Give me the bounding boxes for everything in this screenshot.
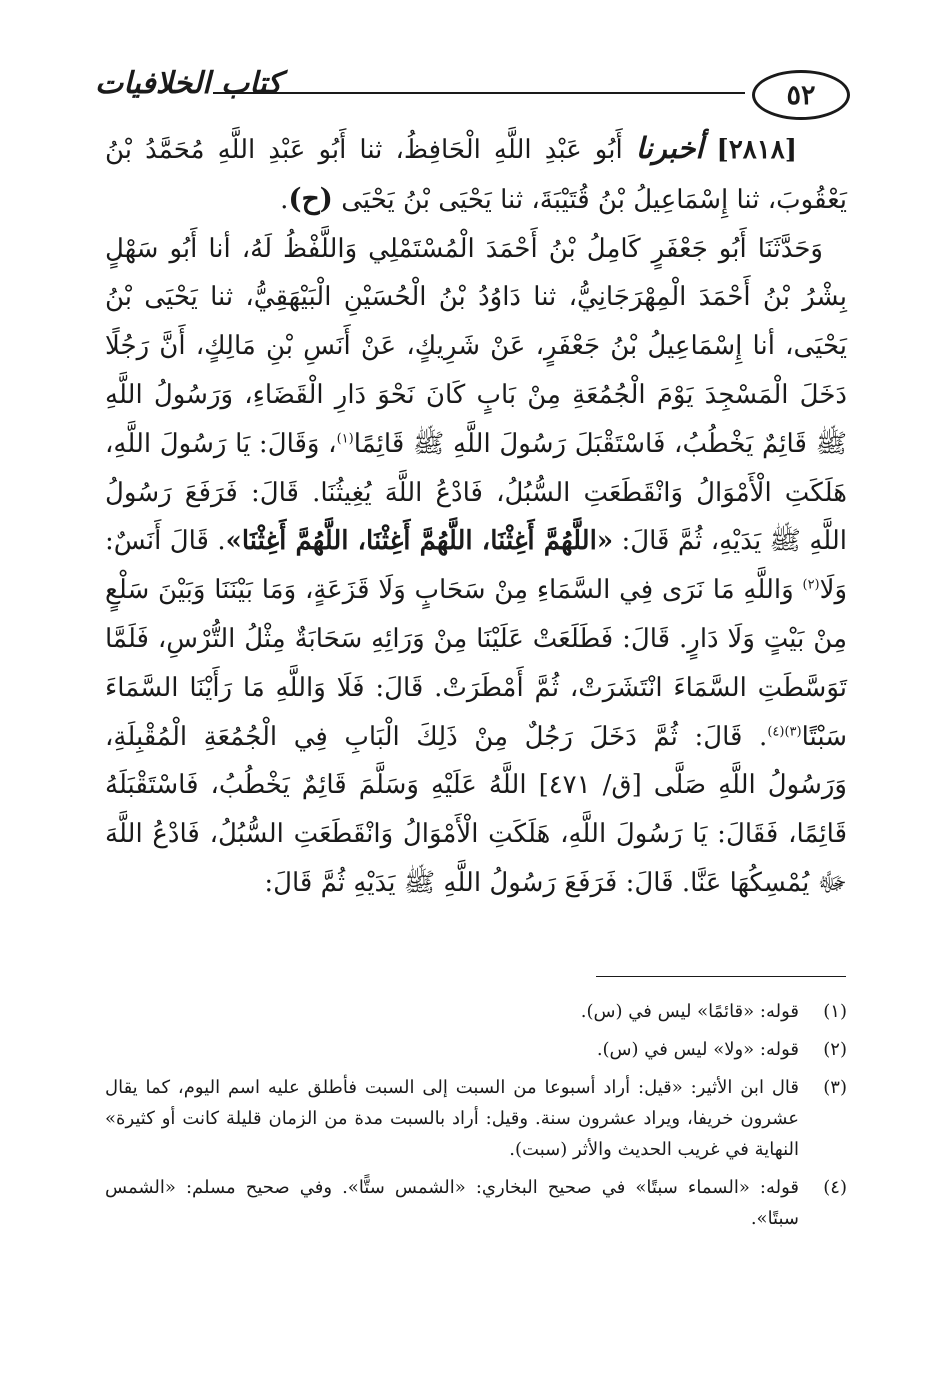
hadith-text	[105, 124, 847, 908]
footnote-item	[105, 1172, 847, 1234]
footnote-ref-2: (٢)	[802, 577, 820, 593]
page-number-badge: ٥٢	[752, 70, 850, 120]
hadith-number: [٢٨١٨]	[716, 135, 798, 165]
isnad-end: .	[280, 184, 289, 215]
footnote-text: قال ابن الأثير: «قيل: أراد أسبوعا من السبت إلى السبت فأطلق عليه اسم اليوم، كما يقال عشرون خريفا، ويراد عشرون سنة. وقيل: أراد بالسبت مدة من الزمان قليلة كانت أو كثيرة» النهاية في غريب الحديث والأثر (سبت).	[105, 1077, 799, 1160]
dua-text: «اللَّهُمَّ أَغِثْنَا، اللَّهُمَّ أَغِثْنَا، اللَّهُمَّ أَغِثْنَا»	[225, 526, 614, 557]
hadith-isnad-paragraph	[105, 124, 847, 225]
footnote-number: (٣)	[823, 1077, 847, 1098]
isnad-text: أَبُو عَبْدِ اللَّهِ الْحَافِظُ، ثنا أَبُو عَبْدِ اللَّهِ مُحَمَّدُ بْنُ يَعْقُوبَ، ثنا إِسْمَاعِيلُ بْنُ قُتَيْبَةَ، ثنا يَحْيَى بْنُ يَحْيَى	[105, 135, 847, 215]
hadith-body-paragraph	[105, 225, 847, 908]
footnotes	[105, 996, 847, 1241]
header-rule	[213, 92, 745, 94]
body-text-d: وَاللَّهِ مَا نَرَى فِي السَّمَاءِ مِنْ سَحَابٍ وَلَا قَزَعَةٍ، وَمَا بَيْنَنَا وَبَيْنَ سَلْعٍ مِنْ بَيْتٍ وَلَا دَارٍ. قَالَ: فَطَلَعَتْ عَلَيْنَا مِنْ وَرَائِهِ سَحَابَةٌ مِثْلُ التُّرْسِ، فَلَمَّا تَوَسَّطَتِ السَّمَاءَ انْتَشَرَتْ، ثُمَّ أَمْطَرَتْ. قَالَ: فَلَا وَاللَّهِ مَا رَأَيْنَا السَّمَاءَ سَبْتًا	[105, 575, 847, 752]
footnote-item	[105, 996, 847, 1027]
tahwil-marker: (ح)	[288, 181, 333, 215]
book-title: كتاب الخلافيات	[95, 66, 282, 101]
footnote-ref-3-4: (٣)(٤)	[767, 723, 802, 739]
page-header	[95, 66, 850, 120]
footnote-item	[105, 1072, 847, 1165]
footnote-text: قوله: «قائمًا» ليس في (س).	[580, 1001, 799, 1022]
body-text-c: . قَالَ أَنَسٌ: وَلَا	[105, 526, 848, 606]
footnote-ref-1: (١)	[336, 431, 354, 447]
akhbarana-word: أخبرنا	[635, 131, 704, 165]
body-text-b: ، وَقَالَ: يَا رَسُولَ اللَّهِ، هَلَكَتِ الْأَمْوَالُ وَانْقَطَعَتِ السُّبُلُ، فَادْعُ اللَّهَ يُغِيثُنَا. قَالَ: فَرَفَعَ رَسُولُ اللَّهِ ﷺ يَدَيْهِ، ثُمَّ قَالَ:	[105, 428, 848, 557]
footnote-separator	[596, 976, 846, 977]
body-text-e: . قَالَ: ثُمَّ دَخَلَ رَجُلٌ مِنْ ذَلِكَ الْبَابِ فِي الْجُمُعَةِ الْمُقْبِلَةِ، وَرَسُولُ اللَّهِ صَلَّى [ق/ ٤٧١] اللَّهُ عَلَيْهِ وَسَلَّمَ قَائِمٌ يَخْطُبُ، فَاسْتَقْبَلَهُ قَائِمًا، فَقَالَ: يَا رَسُولَ اللَّهِ، هَلَكَتِ الْأَمْوَالُ وَانْقَطَعَتِ السُّبُلُ، فَادْعُ اللَّهَ ﷻ يُمْسِكُهَا عَنَّا. قَالَ: فَرَفَعَ رَسُولُ اللَّهِ ﷺ يَدَيْهِ ثُمَّ قَالَ:	[105, 721, 847, 898]
footnote-text: قوله: «السماء سبتًا» في صحيح البخاري: «الشمس ستًّا». وفي صحيح مسلم: «الشمس سبتًا».	[105, 1177, 799, 1229]
footnote-number: (١)	[823, 1001, 847, 1022]
footnote-number: (٢)	[823, 1039, 847, 1060]
body-text-a: وَحَدَّثَنَا أَبُو جَعْفَرٍ كَامِلُ بْنُ أَحْمَدَ الْمُسْتَمْلِي وَاللَّفْظُ لَهُ، أنا أَبُو سَهْلٍ بِشْرُ بْنُ أَحْمَدَ الْمِهْرَجَانِيُّ، ثنا دَاوُدُ بْنُ الْحُسَيْنِ الْبَيْهَقِيُّ، ثنا يَحْيَى بْنُ يَحْيَى، أنا إِسْمَاعِيلُ بْنُ جَعْفَرٍ، عَنْ شَرِيكٍ، عَنْ أَنَسِ بْنِ مَالِكٍ، أَنَّ رَجُلًا دَخَلَ الْمَسْجِدَ يَوْمَ الْجُمُعَةِ مِنْ بَابٍ كَانَ نَحْوَ دَارِ الْقَضَاءِ، وَرَسُولُ اللَّهِ ﷺ قَائِمٌ يَخْطُبُ، فَاسْتَقْبَلَ رَسُولَ اللَّهِ ﷺ قَائِمًا	[105, 233, 847, 459]
footnote-number: (٤)	[823, 1177, 847, 1198]
footnote-item	[105, 1034, 847, 1065]
footnote-text: قوله: «ولا» ليس في (س).	[596, 1039, 799, 1060]
